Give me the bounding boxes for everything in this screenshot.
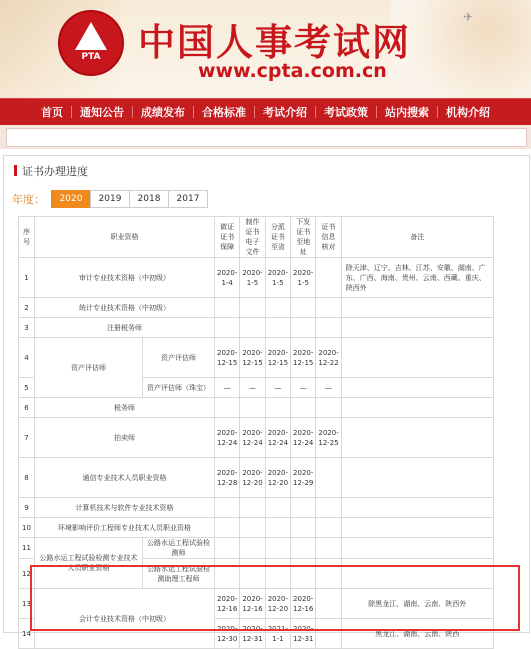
cell-name: 会计专业技术资格（中初级） — [35, 589, 215, 649]
cell-d2: 2020-12-24 — [240, 418, 265, 458]
site-header — [0, 0, 531, 98]
cell-d4 — [291, 518, 316, 538]
cell-d4: 2020-12-16 — [291, 589, 316, 619]
cell-d3: 2020-12-20 — [265, 589, 290, 619]
cell-name: 资产评估师 — [35, 338, 143, 398]
cell-d1 — [215, 538, 240, 559]
plane-icon: ✈ — [463, 10, 474, 24]
cell-note — [341, 318, 493, 338]
cell-note — [341, 398, 493, 418]
cell-d3: 2020-12-20 — [265, 458, 290, 498]
cell-note — [341, 338, 493, 378]
cell-d1 — [215, 298, 240, 318]
cell-d3 — [265, 298, 290, 318]
cell-d3: — — [265, 378, 290, 398]
header-num: 序号 — [19, 217, 35, 258]
sub-banner-box — [6, 128, 527, 147]
cell-d4 — [291, 398, 316, 418]
cell-num: 4 — [19, 338, 35, 378]
cell-d3 — [265, 518, 290, 538]
title-bar-marker — [14, 165, 17, 176]
cell-d1: 2020-12-30 — [215, 619, 240, 649]
header-d5: 证书信息核对 — [316, 217, 341, 258]
cell-sub: 资产评估师 — [143, 338, 215, 378]
year-tab-2019[interactable]: 2019 — [90, 190, 130, 208]
cell-note: 除黑龙江、湖南、云南、陕西外 — [341, 589, 493, 619]
cell-d4 — [291, 298, 316, 318]
cell-num: 9 — [19, 498, 35, 518]
cell-d3: 2020-12-15 — [265, 338, 290, 378]
cell-d2: 2020-12-16 — [240, 589, 265, 619]
cell-d5 — [316, 518, 341, 538]
cell-note: 除天津、辽宁、吉林、江苏、安徽、湖南、广东、广西、海南、贵州、云南、西藏、重庆、陕西外 — [341, 258, 493, 298]
cell-note — [341, 378, 493, 398]
nav-org-intro[interactable]: 机构介绍 — [446, 106, 490, 119]
header-d4: 下发证书至地址 — [291, 217, 316, 258]
cell-name: 注册税务师 — [35, 318, 215, 338]
logo-text: PTA — [81, 52, 101, 62]
panel-title-text: 证书办理进度 — [22, 165, 88, 178]
site-url: www.cpta.com.cn — [198, 60, 387, 82]
highlight-box — [30, 565, 520, 631]
header-name: 职业资格 — [35, 217, 215, 258]
header-d1: 做证证书保障 — [215, 217, 240, 258]
year-tab-2020[interactable]: 2020 — [51, 190, 91, 208]
cell-d4 — [291, 538, 316, 559]
year-label: 年度： — [12, 193, 45, 206]
cell-d1: 2020-12-28 — [215, 458, 240, 498]
clouds-decoration — [391, 0, 531, 98]
header-d2: 制作证书电子文件 — [240, 217, 265, 258]
cell-num: 10 — [19, 518, 35, 538]
cell-d4 — [291, 498, 316, 518]
cell-num: 7 — [19, 418, 35, 458]
cell-note — [341, 458, 493, 498]
cell-num: 14 — [19, 619, 35, 649]
cell-d2 — [240, 318, 265, 338]
table-row — [19, 538, 494, 559]
cell-num: 8 — [19, 458, 35, 498]
cell-name: 税务师 — [35, 398, 215, 418]
nav-notices[interactable]: 通知公告 — [80, 106, 124, 119]
table-row — [19, 518, 494, 538]
cell-d2: 2020-12-20 — [240, 458, 265, 498]
cell-d3: 2021-1-1 — [265, 619, 290, 649]
table-row — [19, 318, 494, 338]
cell-num: 3 — [19, 318, 35, 338]
cell-num: 6 — [19, 398, 35, 418]
cell-note — [341, 518, 493, 538]
table-row — [19, 298, 494, 318]
table-row — [19, 338, 494, 378]
cell-note — [341, 298, 493, 318]
cell-d1: 2020-1-4 — [215, 258, 240, 298]
cell-d5 — [316, 318, 341, 338]
cell-sub: 公路水运工程试验检测师 — [143, 538, 215, 559]
cell-d5: — — [316, 378, 341, 398]
logo-triangle-icon — [75, 22, 107, 50]
year-selector — [12, 190, 207, 208]
cell-d2 — [240, 518, 265, 538]
cell-name: 公路水运工程试验检测专业技术人员职业资格 — [35, 538, 143, 589]
header-d3: 分派证书至省 — [265, 217, 290, 258]
cell-num: 11 — [19, 538, 35, 559]
cell-d1 — [215, 318, 240, 338]
cell-name: 拍卖师 — [35, 418, 215, 458]
cell-name: 环境影响评价工程师专业技术人员职业资格 — [35, 518, 215, 538]
cell-d5: 2020-12-22 — [316, 338, 341, 378]
cell-d4 — [291, 318, 316, 338]
cell-d2: 2020-1-5 — [240, 258, 265, 298]
cell-num: 12 — [19, 559, 35, 589]
cell-note — [341, 538, 493, 559]
cell-sub: 资产评估师（珠宝） — [143, 378, 215, 398]
nav-exam-intro[interactable]: 考试介绍 — [263, 106, 307, 119]
year-tab-2017[interactable]: 2017 — [168, 190, 208, 208]
cell-note — [341, 418, 493, 458]
cell-d3: 2020-12-24 — [265, 418, 290, 458]
cell-d3: 2020-1-5 — [265, 258, 290, 298]
cell-name: 审计专业技术资格（中初级） — [35, 258, 215, 298]
table-header-row — [19, 217, 494, 258]
cell-d5 — [316, 498, 341, 518]
header-note: 备注 — [341, 217, 493, 258]
cell-d2 — [240, 498, 265, 518]
year-tab-2018[interactable]: 2018 — [129, 190, 169, 208]
cell-name: 统计专业技术资格（中初级） — [35, 298, 215, 318]
cell-name: 计算机技术与软件专业技术资格 — [35, 498, 215, 518]
main-nav — [0, 98, 531, 126]
cell-sub: 公路水运工程试验检测助理工程师 — [143, 559, 215, 589]
cell-d4: 2020-1-5 — [291, 258, 316, 298]
cell-num: 2 — [19, 298, 35, 318]
cell-num: 13 — [19, 589, 35, 619]
cell-d3 — [265, 538, 290, 559]
nav-pass-standards[interactable]: 合格标准 — [202, 106, 246, 119]
cell-d5 — [316, 538, 341, 559]
cell-d1: 2020-12-24 — [215, 418, 240, 458]
cell-d5: 2020-12-25 — [316, 418, 341, 458]
cell-d4: 2020-12-31 — [291, 619, 316, 649]
cell-d5 — [316, 398, 341, 418]
cell-d2 — [240, 538, 265, 559]
cell-d2: 2020-12-31 — [240, 619, 265, 649]
cell-num: 1 — [19, 258, 35, 298]
nav-exam-policy[interactable]: 考试政策 — [324, 106, 368, 119]
nav-site-search[interactable]: 站内搜索 — [385, 106, 429, 119]
site-title: 中国人事考试网 — [138, 21, 411, 64]
cell-d3 — [265, 498, 290, 518]
nav-home[interactable]: 首页 — [41, 106, 63, 119]
table-row — [19, 458, 494, 498]
cell-d1: — — [215, 378, 240, 398]
cell-d5 — [316, 298, 341, 318]
nav-results[interactable]: 成绩发布 — [141, 106, 185, 119]
cell-d4: 2020-12-24 — [291, 418, 316, 458]
cell-d2: — — [240, 378, 265, 398]
cell-d3 — [265, 318, 290, 338]
cell-d1: 2020-12-15 — [215, 338, 240, 378]
cell-d4: 2020-12-15 — [291, 338, 316, 378]
cell-d2 — [240, 398, 265, 418]
cell-d1 — [215, 498, 240, 518]
cell-d4: 2020-12-29 — [291, 458, 316, 498]
table-row — [19, 498, 494, 518]
cell-note — [341, 498, 493, 518]
sub-banner — [0, 125, 531, 149]
table-row — [19, 258, 494, 298]
cell-note: 黑龙江、湖南、云南、陕西 — [341, 619, 493, 649]
cell-d3 — [265, 398, 290, 418]
table-row — [19, 418, 494, 458]
cell-d1 — [215, 398, 240, 418]
cell-name: 通信专业技术人员职业资格 — [35, 458, 215, 498]
cell-d2 — [240, 298, 265, 318]
cell-num: 5 — [19, 378, 35, 398]
cell-d5 — [316, 258, 341, 298]
panel-title — [14, 163, 88, 179]
table-row — [19, 398, 494, 418]
cell-d2: 2020-12-15 — [240, 338, 265, 378]
cell-d1 — [215, 518, 240, 538]
pta-logo[interactable] — [58, 10, 124, 76]
cell-d5 — [316, 458, 341, 498]
cell-d1: 2020-12-16 — [215, 589, 240, 619]
certificate-progress-panel — [3, 155, 530, 643]
cell-d4: — — [291, 378, 316, 398]
